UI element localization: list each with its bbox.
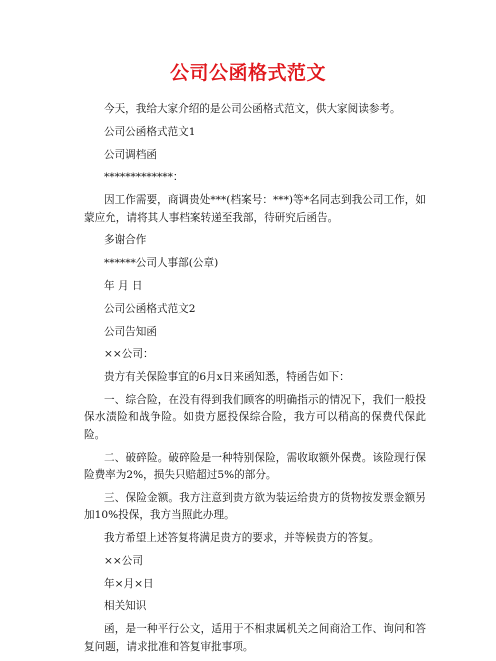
paragraph-body-2-item-1: 一、综合险，在没有得到我们顾客的明确指示的情况下，我们一般投保水渍险和战争险。如贵方愿投保综合险，我方可以稍高的保费代保此险。 — [84, 393, 426, 441]
paragraph-related-body: 函，是一种平行公文，适用于不相隶属机关之间商洽工作、询问和答复问题，请求批准和答复审批事项。 — [84, 623, 426, 653]
paragraph-signature-1: ******公司人事部(公章) — [104, 257, 219, 270]
paragraph-body-2-item-3: 三、保险金额。我方注意到贵方欲为装运给贵方的货物按发票金额另加10%投保，我方当照此办理。 — [84, 491, 426, 522]
paragraph-body-2-closing: 我方希望上述答复将满足贵方的要求，并等候贵方的答复。 — [104, 531, 380, 544]
document-title: 公司公函格式范文 — [169, 62, 326, 84]
paragraph-related-heading: 相关知识 — [104, 600, 147, 613]
paragraph-salutation-2: ××公司： — [104, 348, 154, 361]
document-body — [84, 101, 426, 661]
paragraph-date-2: 年×月×日 — [104, 577, 154, 590]
paragraph-closing-1: 多谢合作 — [104, 234, 147, 247]
paragraph-sample-2-heading: 公司公函格式范文2 — [104, 302, 196, 315]
paragraph-date-1: 年 月 日 — [104, 279, 143, 292]
paragraph-sample-2-title: 公司告知函 — [104, 325, 157, 338]
paragraph-signature-2: ××公司 — [104, 554, 143, 567]
paragraph-body-2-intro: 贵方有关保险事宜的6月x日来函知悉，特函告如下： — [104, 371, 350, 384]
paragraph-body-1: 因工作需要，商调贵处***(档案号：***)等*名同志到我公司工作，如蒙应允，请将其人事档案转递至我部，待研究后函告。 — [84, 194, 426, 224]
paragraph-salutation-1: *************： — [104, 171, 184, 184]
paragraph-body-2-item-2: 二、破碎险。破碎险是一种特别保险，需收取额外保费。该险现行保险费率为2%，损失只赔超过5%的部分。 — [84, 451, 426, 481]
paragraph-intro: 今天，我给大家介绍的是公司公函格式范文，供大家阅读参考。 — [104, 103, 401, 115]
paragraph-sample-1-heading: 公司公函格式范文1 — [104, 125, 196, 138]
paragraph-sample-1-title: 公司调档函 — [104, 148, 157, 161]
